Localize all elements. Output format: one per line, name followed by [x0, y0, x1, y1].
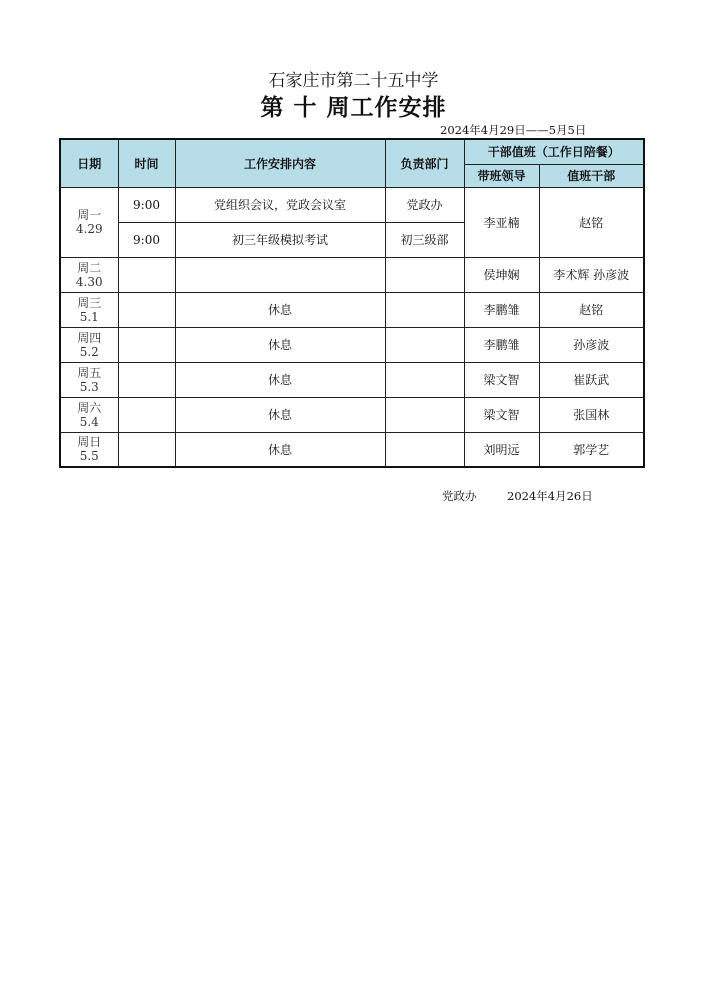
content-cell: 休息: [175, 327, 385, 362]
weekday: 周三: [77, 295, 102, 310]
weekday: 周二: [77, 260, 102, 275]
content-cell: [175, 257, 385, 292]
date-cell: [60, 362, 118, 397]
date-cell: [60, 432, 118, 467]
time-cell: [118, 432, 175, 467]
day-date: 4.29: [75, 222, 103, 236]
schedule-table: [59, 138, 645, 468]
leader-cell: 梁文智: [464, 397, 539, 432]
date-cell: [60, 397, 118, 432]
dept-cell: [385, 432, 464, 467]
footer-office: 党政办: [442, 489, 477, 503]
content-cell: 休息: [175, 362, 385, 397]
day-date: 5.1: [79, 309, 99, 324]
content-cell: 初三年级模拟考试: [175, 222, 385, 257]
time-cell: [118, 257, 175, 292]
leader-cell: 李鹏雏: [464, 327, 539, 362]
dept-cell: 党政办: [385, 187, 464, 222]
content-cell: 党组织会议，党政会议室: [175, 187, 385, 222]
cadre-cell: 张国林: [539, 397, 644, 432]
date-range: 2024年4月29日——5月5日: [440, 123, 587, 137]
weekday: 周日: [77, 435, 102, 450]
header-cadre: 值班干部: [539, 164, 644, 187]
table-row: [60, 397, 644, 432]
header-leader: 带班领导: [464, 164, 539, 187]
table-row: [60, 292, 644, 327]
date-cell: [60, 327, 118, 362]
dept-cell: [385, 397, 464, 432]
weekday: 周五: [77, 365, 102, 380]
footer-date: 2024年4月26日: [507, 489, 593, 503]
day-date: 5.4: [79, 414, 99, 429]
day-date: 4.30: [75, 274, 103, 289]
cadre-cell: 赵铭: [539, 292, 644, 327]
cadre-cell: 赵铭: [539, 187, 644, 257]
date-cell: [60, 257, 118, 292]
day-date: 5.5: [79, 449, 99, 464]
table-row: [60, 257, 644, 292]
weekday: 周四: [77, 330, 102, 345]
leader-cell: 刘明远: [464, 432, 539, 467]
time-cell: [118, 397, 175, 432]
dept-cell: [385, 327, 464, 362]
time-cell: [118, 327, 175, 362]
date-cell: [60, 292, 118, 327]
content-cell: 休息: [175, 397, 385, 432]
cadre-cell: 李术辉 孙彦波: [539, 257, 644, 292]
cadre-cell: 崔跃武: [539, 362, 644, 397]
header-row: [60, 139, 644, 164]
content-cell: 休息: [175, 432, 385, 467]
header-dept: 负责部门: [385, 139, 464, 187]
school-name: 石家庄市第二十五中学: [268, 71, 439, 91]
time-cell: [118, 362, 175, 397]
weekday: 周一: [77, 208, 102, 222]
leader-cell: 梁文智: [464, 362, 539, 397]
leader-cell: 李鹏雏: [464, 292, 539, 327]
table-row: [60, 187, 644, 222]
header-content: 工作安排内容: [175, 139, 385, 187]
table-row: [60, 327, 644, 362]
dept-cell: [385, 362, 464, 397]
header-time: 时间: [118, 139, 175, 187]
time-cell: [118, 292, 175, 327]
time-cell: 9:00: [118, 222, 175, 257]
page-title: 第 十 周工作安排: [260, 95, 447, 121]
leader-cell: 侯坤娴: [464, 257, 539, 292]
table-row: [60, 432, 644, 467]
cadre-cell: 孙彦波: [539, 327, 644, 362]
header-date: 日期: [60, 139, 118, 187]
day-date: 5.3: [79, 379, 99, 394]
time-cell: 9:00: [118, 187, 175, 222]
cadre-cell: 郭学艺: [539, 432, 644, 467]
content-cell: 休息: [175, 292, 385, 327]
table-row: [60, 362, 644, 397]
dept-cell: [385, 257, 464, 292]
weekday: 周六: [77, 400, 102, 415]
header-duty-group: 干部值班（工作日陪餐）: [464, 139, 644, 164]
dept-cell: 初三级部: [385, 222, 464, 257]
leader-cell: 李亚楠: [464, 187, 539, 257]
dept-cell: [385, 292, 464, 327]
day-date: 5.2: [79, 344, 99, 359]
date-cell: [60, 187, 118, 257]
